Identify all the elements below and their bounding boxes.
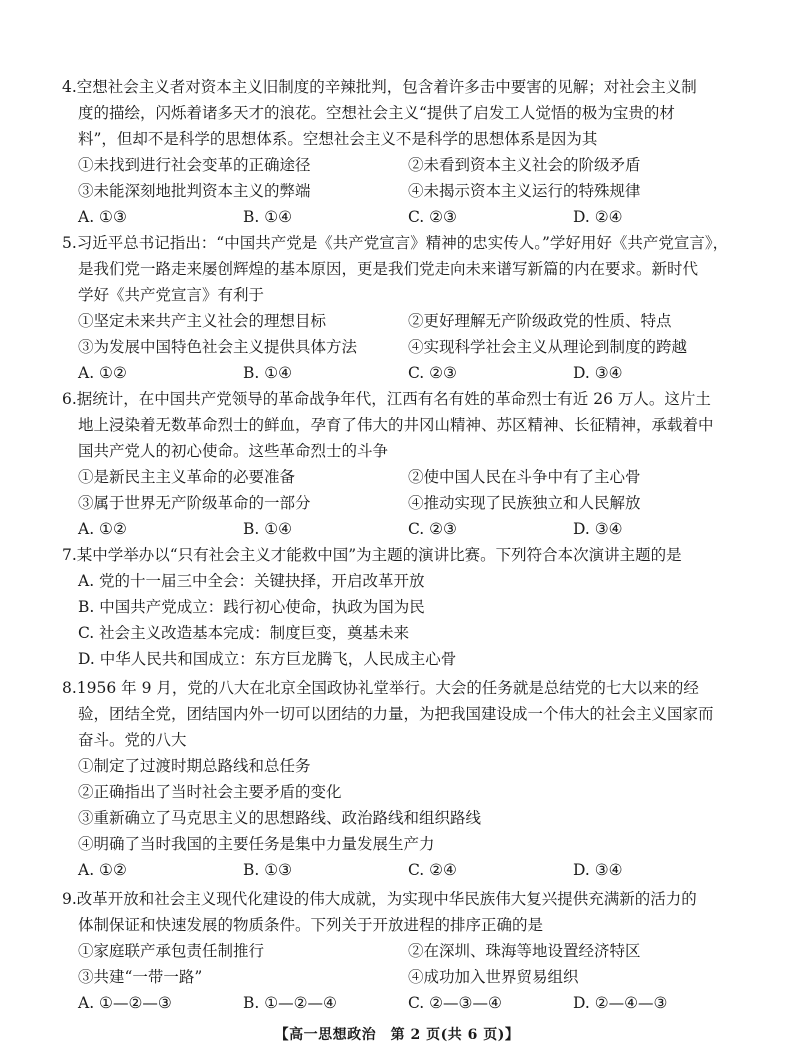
option-1: ①未找到进行社会变革的正确途径	[78, 156, 311, 174]
stem-line: 地上浸染着无数革命烈士的鲜血，孕育了伟大的井冈山精神、苏区精神、长征精神，承载着中	[78, 416, 714, 434]
option-2: ②更好理解无产阶级政党的性质、特点	[408, 312, 672, 330]
choice-a: A. ①②	[78, 520, 127, 538]
stem-line: 料”，但却不是科学的思想体系。空想社会主义不是科学的思想体系是因为其	[78, 130, 598, 148]
stem-line: 度的描绘，闪烁着诸多天才的浪花。空想社会主义“提供了启发工人觉悟的极为宝贵的材	[78, 104, 675, 122]
option-row	[62, 464, 752, 490]
choice-c: C. ②③	[408, 364, 457, 382]
stem-line: 验，团结全党，团结国内外一切可以团结的力量，为把我国建设成一个伟大的社会主义国家而	[78, 705, 714, 723]
option-3: ③属于世界无产阶级革命的一部分	[78, 494, 311, 512]
page-footer: 【高一思想政治 第 2 页(共 6 页)】	[274, 1027, 520, 1043]
choice-a: A. ①—②—③	[78, 994, 172, 1012]
option-3: ③未能深刻地批判资本主义的弊端	[78, 182, 311, 200]
choice-d: D. ②④	[573, 208, 623, 226]
choice-b: B. ①④	[243, 364, 293, 382]
option-1: ①制定了过渡时期总路线和总任务	[78, 757, 311, 775]
option-2: ②正确指出了当时社会主要矛盾的变化	[78, 783, 342, 801]
choice-d: D. ③④	[573, 520, 623, 538]
choice-b: B. 中国共产党成立：践行初心使命，执政为国为民	[78, 598, 425, 616]
option-row	[62, 334, 752, 360]
choice-a: A. ①②	[78, 364, 127, 382]
choice-c: C. 社会主义改造基本完成：制度巨变，奠基未来	[78, 624, 410, 642]
question-stem	[62, 386, 752, 464]
stem-line: 9.改革开放和社会主义现代化建设的伟大成就，为实现中华民族伟大复兴提供充满新的活力的	[62, 890, 697, 908]
choice-a: A. 党的十一届三中全会：关键抉择，开启改革开放	[78, 572, 425, 590]
stem-line: 奋斗。党的八大	[78, 731, 187, 749]
choice-d: D. ③④	[573, 861, 623, 879]
choice-d: D. ②—④—③	[573, 994, 668, 1012]
answer-choices	[62, 204, 752, 230]
choice-b: B. ①④	[243, 520, 293, 538]
choice-b: B. ①④	[243, 208, 293, 226]
question-stem	[62, 675, 752, 753]
option-4: ④成功加入世界贸易组织	[408, 968, 579, 986]
choice-c: C. ②—③—④	[408, 994, 502, 1012]
choice-a: A. ①②	[78, 861, 127, 879]
option-4: ④推动实现了民族独立和人民解放	[408, 494, 641, 512]
question-stem	[62, 230, 752, 308]
question-8	[62, 675, 752, 883]
option-row	[62, 938, 752, 964]
choice-b: B. ①—②—④	[243, 994, 337, 1012]
option-1: ①家庭联产承包责任制推行	[78, 942, 265, 960]
option-4: ④实现科学社会主义从理论到制度的跨越	[408, 338, 688, 356]
stem-line: 是我们党一路走来屡创辉煌的基本原因，更是我们党走向未来谱写新篇的内在要求。新时代	[78, 260, 699, 278]
option-row	[62, 964, 752, 990]
choice-b: B. ①③	[243, 861, 293, 879]
choice-c: C. ②④	[408, 861, 457, 879]
option-2: ②未看到资本主义社会的阶级矛盾	[408, 156, 641, 174]
stem-line: 4.空想社会主义者对资本主义旧制度的辛辣批判，包含着许多击中要害的见解；对社会主义制	[62, 78, 697, 96]
answer-choices	[62, 360, 752, 386]
stem-line: 6.据统计，在中国共产党领导的革命战争年代，江西有名有姓的革命烈士有近 26 万人。这片土	[62, 390, 711, 408]
question-stem	[62, 886, 752, 938]
question-6	[62, 386, 752, 542]
stem-line: 学好《共产党宣言》有利于	[78, 286, 265, 304]
question-5	[62, 230, 752, 386]
answer-choices	[62, 990, 752, 1016]
option-1: ①坚定未来共产主义社会的理想目标	[78, 312, 327, 330]
stem-line: 国共产党人的初心使命。这些革命烈士的斗争	[78, 442, 389, 460]
choice-d: D. 中华人民共和国成立：东方巨龙腾飞，人民成主心骨	[78, 650, 457, 668]
question-9	[62, 886, 752, 1016]
question-7	[62, 542, 752, 672]
option-row	[62, 152, 752, 178]
option-4: ④未揭示资本主义运行的特殊规律	[408, 182, 641, 200]
answer-choices	[62, 516, 752, 542]
option-2: ②在深圳、珠海等地设置经济特区	[408, 942, 641, 960]
stem-line: 5.习近平总书记指出：“中国共产党是《共产党宣言》精神的忠实传人。”学好用好《共产党宣言》，	[62, 234, 729, 252]
stem-line: 7.某中学举办以“只有社会主义才能救中国”为主题的演讲比赛。下列符合本次演讲主题的是	[62, 546, 682, 564]
choice-a: A. ①③	[78, 208, 127, 226]
option-row	[62, 178, 752, 204]
question-stem	[62, 542, 752, 568]
choice-c: C. ②③	[408, 208, 457, 226]
question-4	[62, 74, 752, 230]
option-4: ④明确了当时我国的主要任务是集中力量发展生产力	[78, 835, 435, 853]
option-3: ③重新确立了马克思主义的思想路线、政治路线和组织路线	[78, 809, 482, 827]
option-row	[62, 490, 752, 516]
option-1: ①是新民主主义革命的必要准备	[78, 468, 296, 486]
stem-line: 体制保证和快速发展的物质条件。下列关于开放进程的排序正确的是	[78, 916, 544, 934]
question-stem	[62, 74, 752, 152]
answer-choices	[62, 857, 752, 883]
option-3: ③共建“一带一路”	[78, 968, 203, 986]
stem-line: 8.1956 年 9 月，党的八大在北京全国政协礼堂举行。大会的任务就是总结党的七大以来的经	[62, 679, 699, 697]
choice-d: D. ③④	[573, 364, 623, 382]
option-row	[62, 308, 752, 334]
option-3: ③为发展中国特色社会主义提供具体方法	[78, 338, 358, 356]
option-2: ②使中国人民在斗争中有了主心骨	[408, 468, 641, 486]
choice-c: C. ②③	[408, 520, 457, 538]
